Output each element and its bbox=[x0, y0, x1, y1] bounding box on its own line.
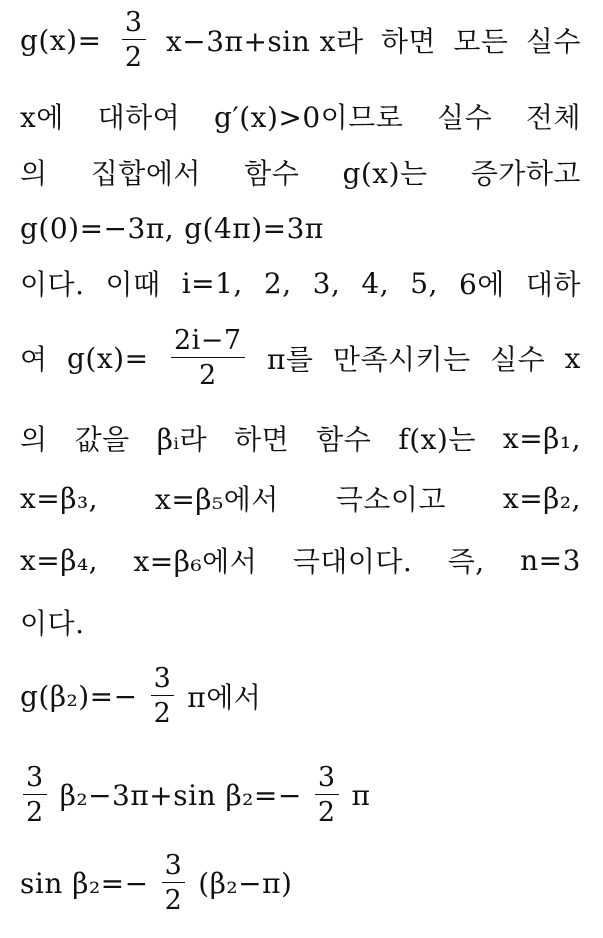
text-segment: 대하여 bbox=[97, 101, 181, 134]
text-segment: π를 bbox=[267, 343, 314, 376]
solution-line-8 bbox=[20, 478, 581, 518]
text-segment: 하면 bbox=[380, 25, 436, 58]
text-segment: 이때 bbox=[105, 268, 161, 301]
text-segment: 5, bbox=[410, 266, 438, 300]
fraction-denominator: 2 bbox=[26, 797, 44, 828]
fraction-denominator: 2 bbox=[317, 797, 336, 828]
fraction-numerator: 3 bbox=[23, 764, 47, 795]
text-segment: x=β₄, bbox=[20, 543, 99, 577]
fraction-denominator: 2 bbox=[164, 885, 183, 916]
fraction bbox=[315, 764, 339, 826]
solution-line-1 bbox=[20, 7, 581, 73]
fraction-numerator: 3 bbox=[315, 764, 339, 795]
text-segment: x=β₆에서 bbox=[133, 545, 258, 578]
text-segment: g′(x)>0이므로 bbox=[213, 101, 404, 134]
solution-line-13 bbox=[20, 850, 581, 916]
text-segment: n=3 bbox=[520, 543, 581, 577]
text-segment: 전체 bbox=[525, 101, 581, 134]
solution-line-4 bbox=[20, 208, 581, 248]
text-segment: g(0)=−3π, bbox=[20, 211, 175, 245]
text-segment: 대하 bbox=[525, 268, 581, 301]
text-segment: g(β₂)=− bbox=[20, 679, 138, 713]
fraction bbox=[162, 852, 186, 914]
text-segment: 3, bbox=[312, 266, 341, 300]
text-segment: x bbox=[564, 341, 581, 375]
text-segment: g(x)= bbox=[67, 341, 149, 375]
solution-line-9 bbox=[20, 540, 581, 580]
text-segment: π bbox=[351, 778, 371, 812]
fraction bbox=[122, 9, 146, 71]
text-segment: 함수 bbox=[316, 423, 372, 456]
fraction-denominator: 2 bbox=[153, 698, 172, 729]
text-segment: x=β₂, bbox=[502, 481, 581, 515]
text-segment: 집합에서 bbox=[90, 157, 201, 190]
text-segment: f(x)는 bbox=[398, 423, 476, 456]
fraction bbox=[23, 764, 47, 826]
text-segment: g(x)는 bbox=[342, 157, 428, 190]
text-segment: g(4π)=3π bbox=[184, 211, 324, 245]
fraction-numerator: 3 bbox=[151, 665, 175, 696]
text-segment: 6에 bbox=[458, 268, 505, 301]
text-segment: 실수 bbox=[437, 101, 493, 134]
text-segment: 의 bbox=[20, 157, 48, 190]
text-segment: 4, bbox=[361, 266, 390, 300]
text-segment: 함수 bbox=[244, 157, 300, 190]
text-segment: x=β₃, bbox=[20, 481, 99, 515]
text-segment: 하면 bbox=[234, 423, 290, 456]
solution-line-6 bbox=[20, 325, 581, 391]
text-segment: 실수 bbox=[490, 343, 546, 376]
text-segment: 이다. bbox=[20, 607, 85, 640]
text-segment: 의 bbox=[20, 423, 48, 456]
text-segment: 증가하고 bbox=[470, 157, 581, 190]
text-segment: π에서 bbox=[187, 681, 262, 714]
text-segment: 실수 bbox=[525, 25, 581, 58]
text-segment: 즉, bbox=[447, 545, 485, 578]
text-segment: i=1, bbox=[181, 266, 243, 300]
text-segment: 값을 bbox=[74, 423, 130, 456]
text-segment: βᵢ라 bbox=[156, 423, 208, 456]
text-segment: β₂−3π+sin β₂=− bbox=[59, 778, 302, 812]
solution-line-3 bbox=[20, 152, 581, 192]
text-segment: 여 bbox=[20, 343, 48, 376]
text-segment: x에 bbox=[20, 101, 64, 134]
fraction bbox=[171, 327, 245, 389]
text-segment: 모든 bbox=[453, 25, 509, 58]
fraction bbox=[151, 665, 175, 727]
text-segment: 극대이다. bbox=[292, 545, 413, 578]
fraction-numerator: 3 bbox=[162, 852, 186, 883]
fraction-denominator: 2 bbox=[124, 42, 143, 73]
solution-line-12 bbox=[20, 762, 581, 828]
text-segment: sin β₂=− bbox=[20, 866, 149, 900]
solution-line-2 bbox=[20, 96, 581, 136]
solution-line-7 bbox=[20, 418, 581, 458]
text-segment: x=β₁, bbox=[502, 421, 581, 455]
text-segment: g(x)= bbox=[20, 23, 102, 57]
text-segment: (β₂−π) bbox=[198, 866, 293, 900]
text-segment: 2, bbox=[263, 266, 292, 300]
fraction-numerator: 2i−7 bbox=[171, 327, 245, 358]
fraction-denominator: 2 bbox=[198, 360, 217, 391]
text-segment: 만족시키는 bbox=[332, 343, 471, 376]
text-segment: x=β₅에서 bbox=[155, 483, 279, 516]
fraction-numerator: 3 bbox=[122, 9, 146, 40]
solution-line-5 bbox=[20, 263, 581, 303]
solution-line-10 bbox=[20, 602, 581, 642]
text-segment: x−3π+sin x라 bbox=[165, 25, 364, 58]
text-segment: 이다. bbox=[20, 268, 85, 301]
solution-line-11 bbox=[20, 663, 581, 729]
text-segment: 극소이고 bbox=[335, 483, 446, 516]
